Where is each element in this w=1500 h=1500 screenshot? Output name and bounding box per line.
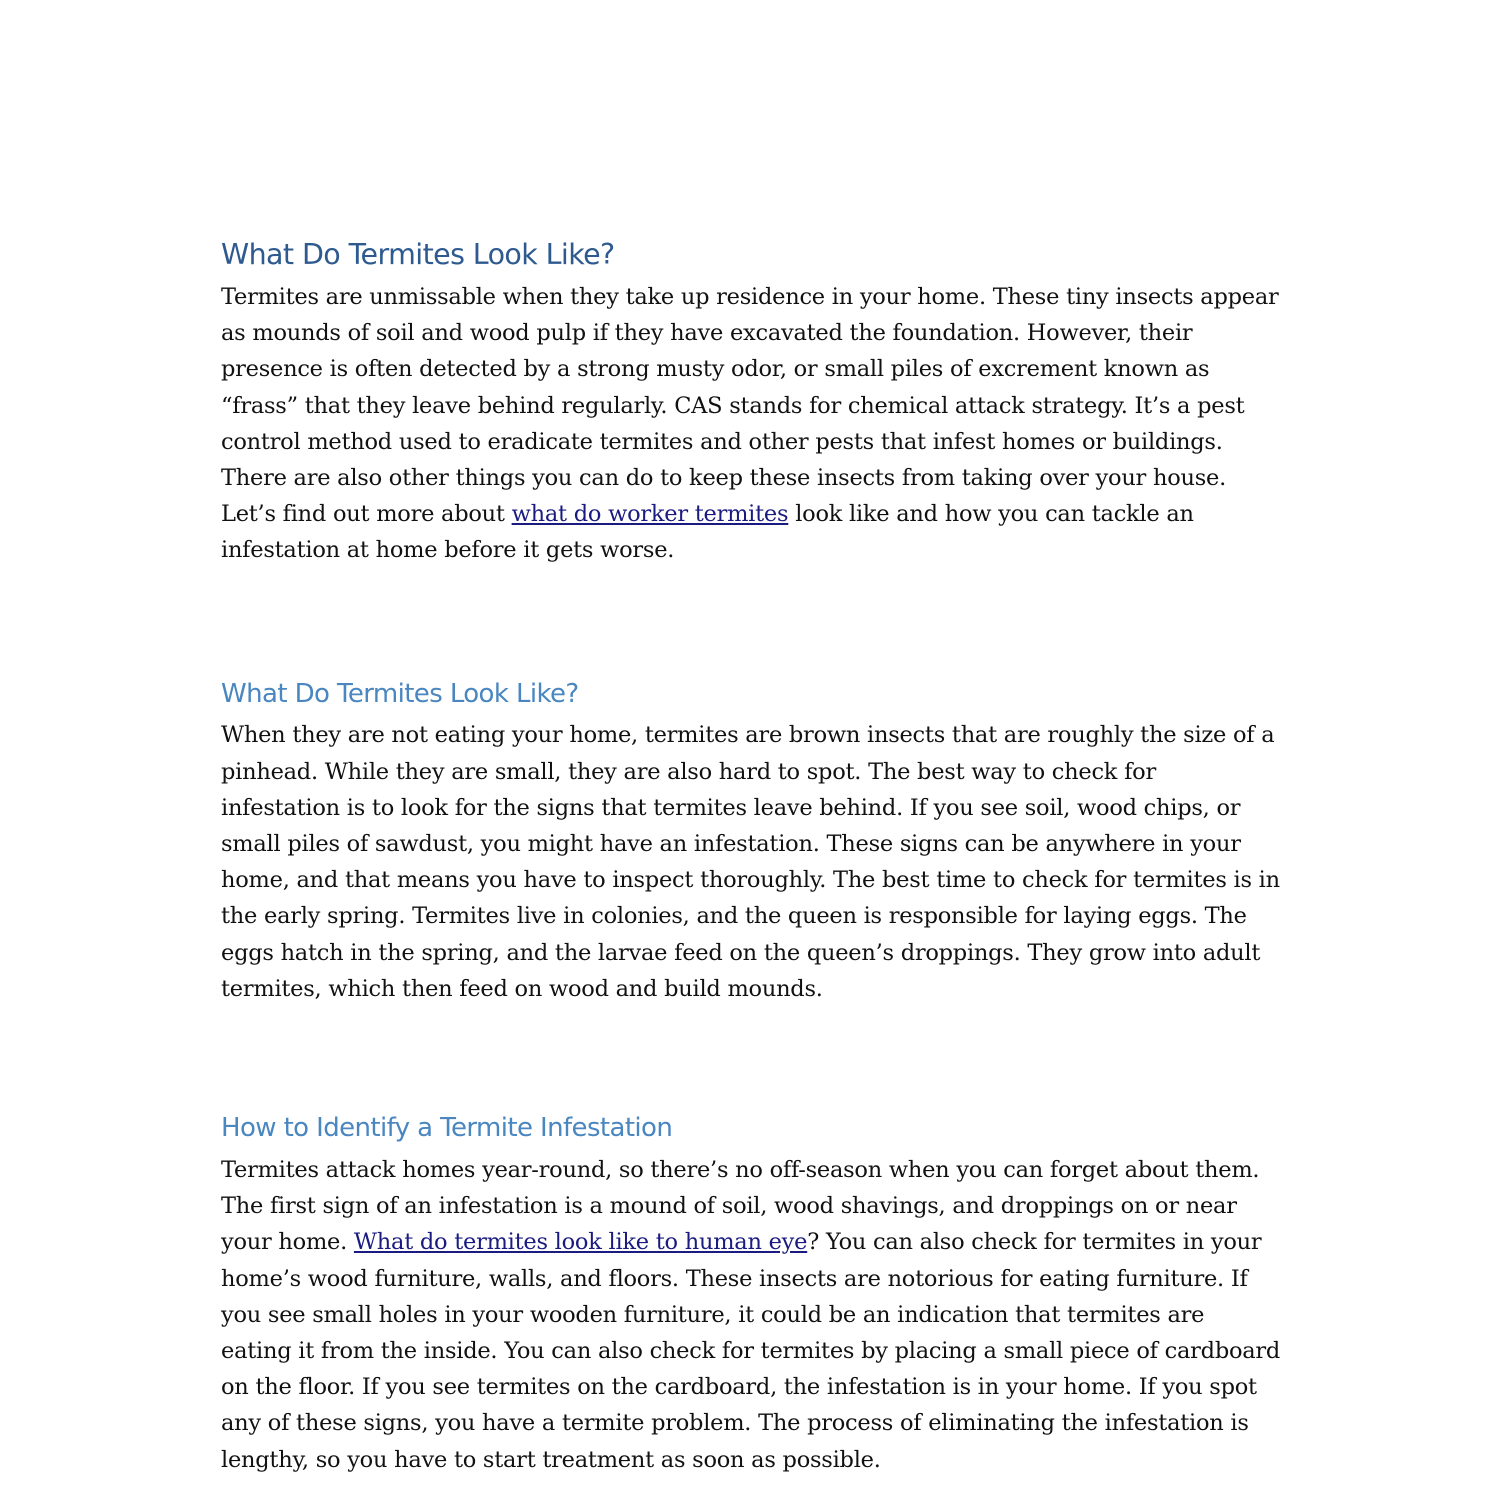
section-termites-appearance <box>221 678 1281 1007</box>
section-heading: What Do Termites Look Like? <box>221 238 615 271</box>
section-paragraph: When they are not eating your home, termites are brown insects that are roughly the size of a pinhead. While they are small, they are also hard to spot. The best way to check for infestation is to look for the signs that termites leave behind. If you see soil, wood chips, or small piles of sawdust, you might have an infestation. These signs can be anywhere in your home, and that means you have to inspect thoroughly. The best time to check for termites is in the early spring. Termites live in colonies, and the queen is responsible for laying eggs. The eggs hatch in the spring, and the larvae feed on the queen’s droppings. They grow into adult termites, which then feed on wood and build mounds. <box>221 722 1280 1002</box>
section-termites-intro <box>221 236 1281 569</box>
paragraph-text: Termites are unmissable when they take up residence in your home. These tiny insects appear as mounds of soil and wood pulp if they have excavated the foundation. However, their presence is often detected by a strong musty odor, or small piles of excrement known as “frass” that they leave behind regularly. CAS stands for chemical attack strategy. It’s a pest control method used to eradicate termites and other pests that infest homes or buildings. There are also other things you can do to keep these insects from taking over your house. Let’s find out more about <box>221 284 1279 528</box>
section-paragraph <box>221 279 1281 569</box>
termites-human-eye-link[interactable]: What do termites look like to human eye <box>353 1229 808 1256</box>
section-heading: What Do Termites Look Like? <box>221 678 579 709</box>
section-heading: How to Identify a Termite Infestation <box>221 1113 673 1144</box>
paragraph-text: ? You can also check for termites in your home’s wood furniture, walls, and floors. These insects are notorious for eating furniture. If you see small holes in your wooden furniture, it could be an indication that termites are eating it from the inside. You can also check for termites by placing a small piece of cardboard on the floor. If you see termites on the cardboard, the infestation is in your home. If you spot any of these signs, you have a termite problem. The process of eliminating the infestation is lengthy, so you have to start treatment as soon as possible. <box>221 1229 1281 1473</box>
section-paragraph <box>221 1152 1281 1478</box>
paragraph-text: Termites attack homes year-round, so there’s no off-season when you can forget about them. The first sign of an infestation is a mound of soil, wood shavings, and droppings on or near your home. <box>221 1156 1260 1256</box>
paragraph-text: look like and how you can tackle an infestation at home before it gets worse. <box>221 501 1194 564</box>
worker-termites-link[interactable]: what do worker termites <box>511 501 789 528</box>
document-page <box>221 236 1281 1478</box>
section-identify-infestation <box>221 1112 1281 1478</box>
